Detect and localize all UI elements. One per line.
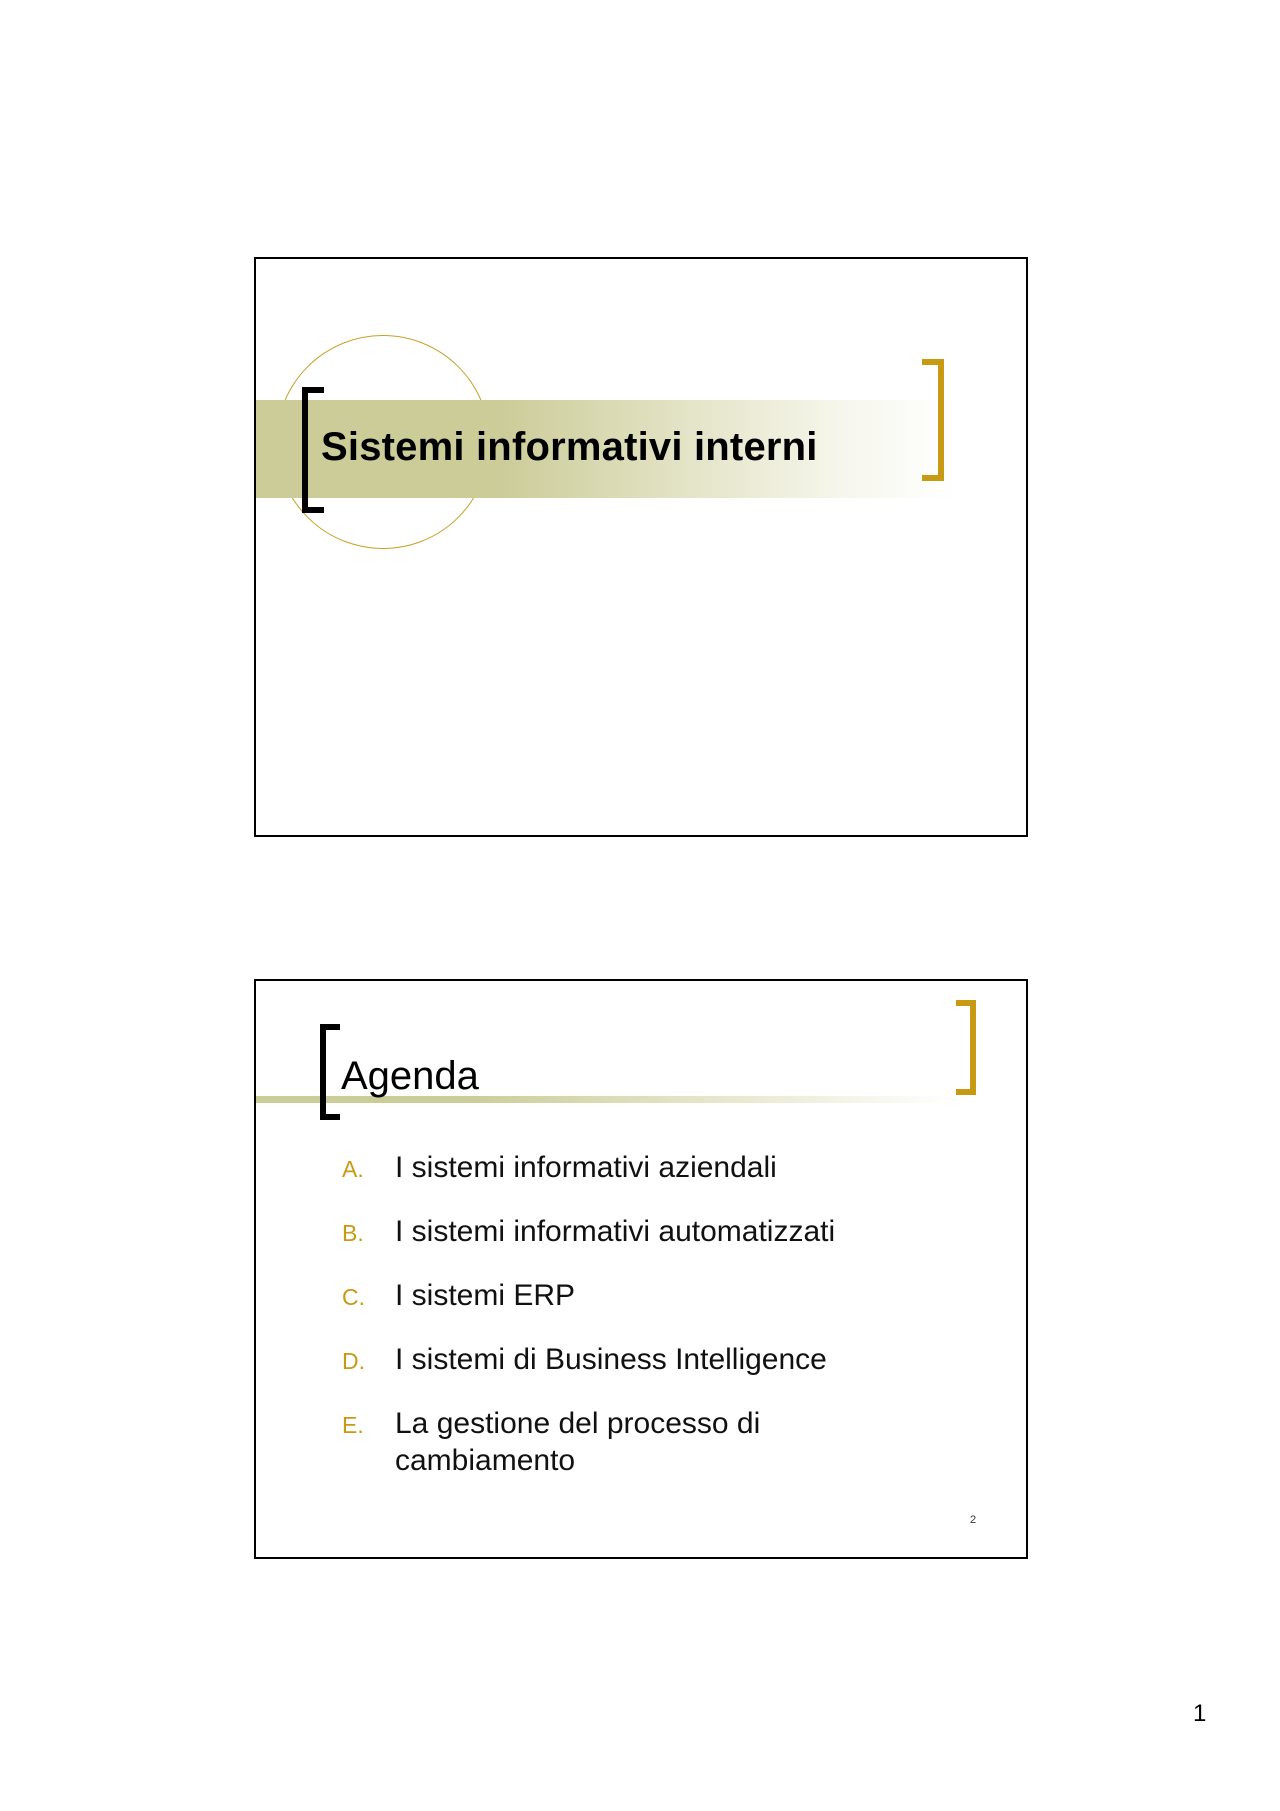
right-bracket-decoration: [956, 1000, 976, 1095]
slide-1: [254, 257, 1028, 837]
list-item: [342, 1149, 942, 1188]
list-item-text: I sistemi di Business Intelligence: [395, 1343, 827, 1376]
slide-2: [254, 979, 1028, 1559]
list-item-text: La gestione del processo di cambiamento: [395, 1407, 761, 1477]
list-item-text: I sistemi informativi aziendali: [395, 1151, 777, 1184]
slide-title: Agenda: [341, 1054, 479, 1098]
list-marker: E.: [342, 1412, 364, 1438]
list-item: [342, 1341, 942, 1380]
list-item-text: I sistemi ERP: [395, 1279, 576, 1312]
right-bracket-decoration: [922, 359, 944, 481]
page-number: 1: [1193, 1700, 1207, 1727]
left-bracket-decoration: [320, 1024, 340, 1120]
list-marker: B.: [342, 1220, 364, 1246]
list-marker: C.: [342, 1284, 365, 1310]
slide-title: Sistemi informativi interni: [321, 425, 818, 469]
list-item: [342, 1277, 942, 1316]
list-item: [342, 1405, 942, 1479]
slide-number: 2: [970, 1514, 977, 1526]
list-marker: D.: [342, 1348, 365, 1374]
list-marker: A.: [342, 1156, 364, 1182]
list-item: [342, 1213, 942, 1252]
list-item-text: I sistemi informativi automatizzati: [395, 1215, 836, 1248]
agenda-list: [342, 1149, 942, 1504]
